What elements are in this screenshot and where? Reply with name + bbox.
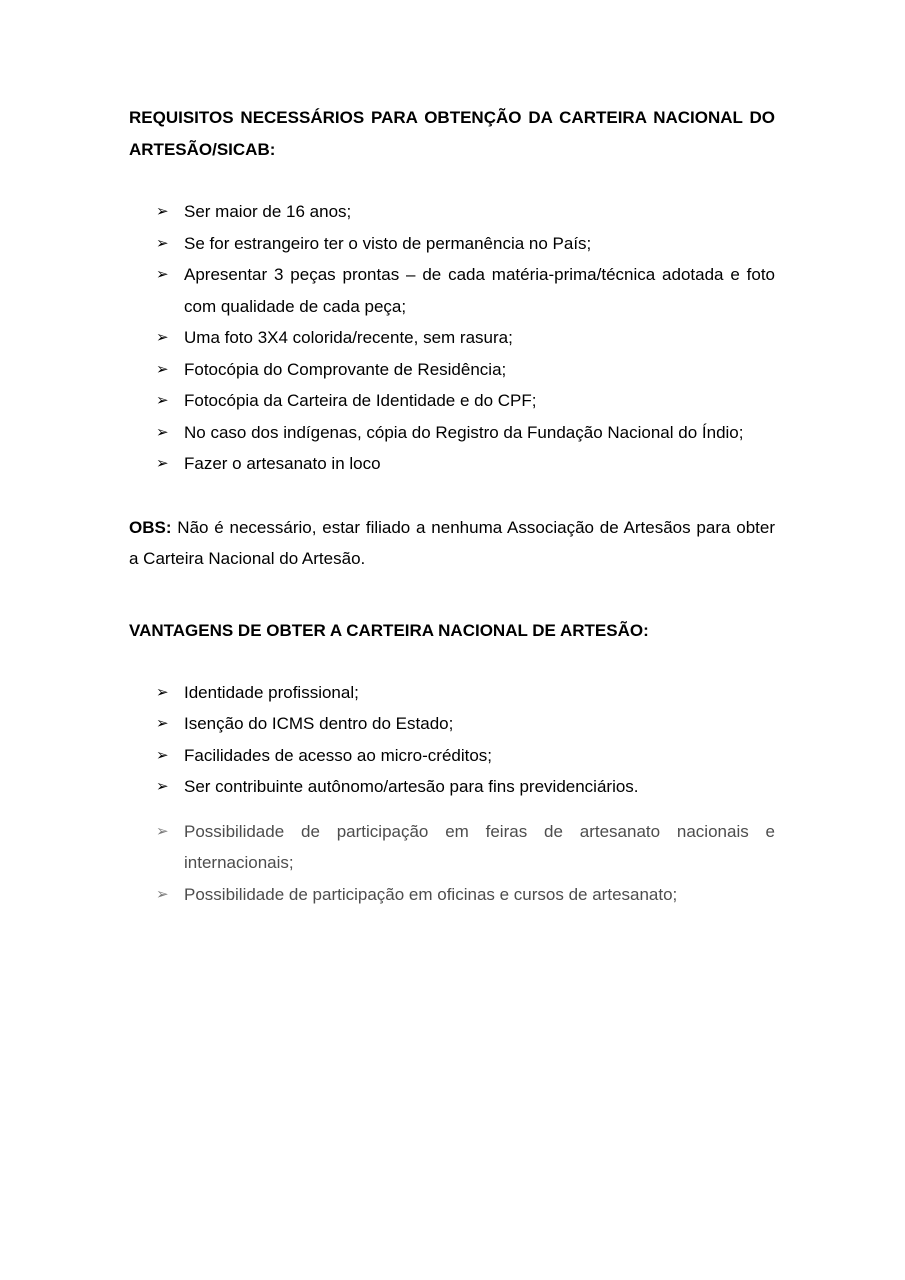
advantages-list: [129, 677, 775, 803]
arrow-bullet-icon: ➢: [156, 454, 169, 472]
obs-paragraph: [129, 512, 775, 575]
arrow-bullet-icon: ➢: [156, 821, 169, 840]
arrow-bullet-icon: ➢: [156, 745, 169, 764]
list-item: ➢ Fotocópia da Carteira de Identidade e do CPF;: [129, 385, 775, 417]
list-item: ➢ Se for estrangeiro ter o visto de permanência no País;: [129, 228, 775, 260]
section-heading-requisitos: REQUISITOS NECESSÁRIOS PARA OBTENÇÃO DA CARTEIRA NACIONAL DO ARTESÃO/SICAB:: [129, 108, 775, 159]
arrow-bullet-icon: ➢: [156, 422, 169, 441]
list-item: ➢ No caso dos indígenas, cópia do Registro da Fundação Nacional do Índio;: [129, 417, 775, 449]
list-item: ➢ Uma foto 3X4 colorida/recente, sem rasura;: [129, 322, 775, 354]
arrow-bullet-icon: ➢: [156, 682, 169, 701]
advantages-list-gray: [129, 816, 775, 911]
arrow-bullet-icon: ➢: [156, 884, 169, 903]
arrow-bullet-icon: ➢: [156, 359, 169, 378]
obs-label: OBS:: [129, 517, 172, 537]
list-item: ➢ Ser contribuinte autônomo/artesão para fins previdenciários.: [129, 771, 775, 803]
arrow-bullet-icon: ➢: [156, 328, 169, 346]
list-item: ➢ Facilidades de acesso ao micro-créditos;: [129, 740, 775, 772]
list-item: ➢ Isenção do ICMS dentro do Estado;: [129, 708, 775, 740]
arrow-bullet-icon: ➢: [156, 202, 169, 220]
document-page: [129, 100, 775, 910]
arrow-bullet-icon: ➢: [156, 714, 169, 732]
list-item: ➢ Fazer o artesanato in loco: [129, 448, 775, 480]
list-item: ➢ Ser maior de 16 anos;: [129, 196, 775, 228]
arrow-bullet-icon: ➢: [156, 233, 169, 252]
list-item: ➢ Fotocópia do Comprovante de Residência;: [129, 354, 775, 386]
obs-text: Não é necessário, estar filiado a nenhuma Associação de Artesãos para obter a Carteira Nacional do Artesão.: [129, 517, 775, 568]
list-item: ➢ Possibilidade de participação em oficinas e cursos de artesanato;: [129, 879, 775, 911]
list-item: ➢ Possibilidade de participação em feiras de artesanato nacionais e internacionais;: [129, 816, 775, 879]
list-item: ➢ Identidade profissional;: [129, 677, 775, 709]
arrow-bullet-icon: ➢: [156, 777, 169, 795]
list-item: ➢ Apresentar 3 peças prontas – de cada matéria-prima/técnica adotada e foto com qualidade de cada peça;: [129, 259, 775, 322]
arrow-bullet-icon: ➢: [156, 391, 169, 409]
arrow-bullet-icon: ➢: [156, 265, 169, 283]
requirements-list: [129, 196, 775, 480]
section-heading-vantagens: VANTAGENS DE OBTER A CARTEIRA NACIONAL DE ARTESÃO:: [129, 620, 649, 640]
